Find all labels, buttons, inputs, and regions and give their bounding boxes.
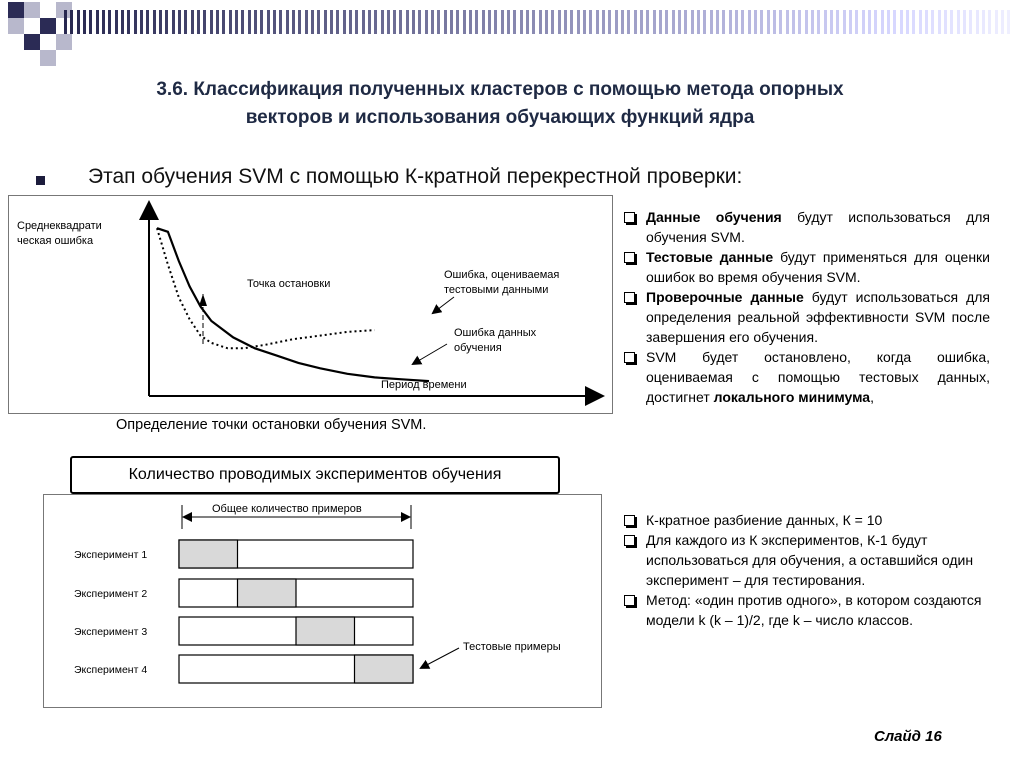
stripe-bar — [108, 10, 111, 34]
stripe-bar — [178, 10, 181, 34]
stripe-bar — [317, 10, 320, 34]
stripe-bar — [824, 10, 827, 34]
stripe-bar — [602, 10, 605, 34]
stripe-bar — [716, 10, 719, 34]
stripe-bar — [798, 10, 801, 34]
stripe-bar — [646, 10, 649, 34]
stripe-bar — [830, 10, 833, 34]
stripe-bar — [881, 10, 884, 34]
mosaic-square — [8, 2, 24, 18]
slide-number: Слайд 16 — [874, 728, 942, 745]
stripe-bar — [501, 10, 504, 34]
stripe-bar — [969, 10, 972, 34]
stripe-bar — [450, 10, 453, 34]
stripe-bar — [564, 10, 567, 34]
chart-series — [157, 228, 429, 381]
stripe-bar — [919, 10, 922, 34]
test-examples-label: Тестовые примеры — [463, 641, 561, 653]
x-axis-label: Период времени — [381, 379, 467, 391]
stripe-bar — [982, 10, 985, 34]
stripe-bar — [336, 10, 339, 34]
mosaic-square — [8, 18, 24, 34]
stripe-bar — [184, 10, 187, 34]
stripe-bar — [115, 10, 118, 34]
stripe-bar — [868, 10, 871, 34]
item-bold-term: Проверочные данные — [646, 289, 804, 305]
stripe-bar — [165, 10, 168, 34]
item-text: SVM будет остановлено, когда ошибка, оцениваемая с помощью тестовых данных, достигнет — [646, 349, 990, 405]
stripe-bar — [387, 10, 390, 34]
stripe-bar — [235, 10, 238, 34]
stripe-bar — [273, 10, 276, 34]
stripe-bar — [305, 10, 308, 34]
stripe-bar — [456, 10, 459, 34]
train-error-label-line-1: Ошибка данных — [454, 327, 537, 339]
stripe-bar — [140, 10, 143, 34]
stripe-bar — [153, 10, 156, 34]
stripe-bar — [640, 10, 643, 34]
kfold-note-item — [622, 530, 998, 590]
experiment-label: Эксперимент 4 — [74, 664, 148, 676]
test-error-label-line-1: Ошибка, оцениваемая — [444, 269, 560, 281]
stripe-bar — [722, 10, 725, 34]
checkbox-bullet-icon — [624, 595, 635, 606]
stripe-bar — [874, 10, 877, 34]
stripe-bar — [241, 10, 244, 34]
stripe-bar — [741, 10, 744, 34]
checkbox-bullet-icon — [624, 292, 635, 303]
title-line-2: векторов и использования обучающих функций ядра — [245, 107, 755, 128]
stripe-bar — [488, 10, 491, 34]
stripe-bar — [70, 10, 73, 34]
checkbox-bullet-icon — [624, 252, 635, 263]
chart-caption: Определение точки остановки обучения SVM. — [116, 417, 427, 433]
stripe-bar — [684, 10, 687, 34]
stripe-bar — [475, 10, 478, 34]
main-bullet-text: Этап обучения SVM с помощью К-кратной перекрестной проверки: — [88, 165, 743, 188]
item-text: будут применяться для оценки ошибок во время обучения SVM. — [646, 249, 990, 285]
kfold-notes-list — [622, 510, 998, 630]
item-text: К-кратное разбиение данных, К = 10 — [646, 512, 883, 528]
stripe-bar — [735, 10, 738, 34]
stripe-bar — [197, 10, 200, 34]
stripe-bar — [931, 10, 934, 34]
stripe-bar — [570, 10, 573, 34]
stripe-bar — [343, 10, 346, 34]
stripe-bar — [406, 10, 409, 34]
experiments-heading-box: Количество проводимых экспериментов обучения — [70, 456, 560, 494]
checkbox-bullet-icon — [624, 352, 635, 363]
item-text: будут использоваться для определения реальной эффективности SVM после завершения его обучения. — [646, 289, 990, 345]
y-axis-label-line-2: ческая ошибка — [17, 235, 94, 247]
stripe-bar — [368, 10, 371, 34]
stripe-bar — [159, 10, 162, 34]
stripe-bar — [703, 10, 706, 34]
stripe-bar — [995, 10, 998, 34]
train-error-arrow — [413, 344, 447, 364]
stripe-bar — [944, 10, 947, 34]
stripe-bar — [893, 10, 896, 34]
stripe-bar — [849, 10, 852, 34]
stripe-bar — [976, 10, 979, 34]
stripe-bar — [349, 10, 352, 34]
stripe-bar — [843, 10, 846, 34]
stripe-bar — [260, 10, 263, 34]
stripe-bar — [653, 10, 656, 34]
stripe-bar — [817, 10, 820, 34]
stripe-bar — [754, 10, 757, 34]
stripe-bar — [418, 10, 421, 34]
stripe-bar — [792, 10, 795, 34]
stripe-bar — [83, 10, 86, 34]
stripe-bar — [1001, 10, 1004, 34]
stripe-bar — [729, 10, 732, 34]
stripe-bar — [862, 10, 865, 34]
data-roles-list — [622, 207, 990, 407]
stripe-bar — [216, 10, 219, 34]
stripe-bar — [615, 10, 618, 34]
stripe-bar — [279, 10, 282, 34]
stripe-bar — [267, 10, 270, 34]
stripe-bar — [482, 10, 485, 34]
experiment-rows — [74, 540, 413, 683]
experiment-label: Эксперимент 1 — [74, 549, 148, 561]
stripe-bar — [539, 10, 542, 34]
stripe-bar — [210, 10, 213, 34]
stripe-bar — [748, 10, 751, 34]
stripe-bar — [292, 10, 295, 34]
decorative-stripe — [64, 10, 1014, 34]
total-examples-label: Общее количество примеров — [212, 503, 362, 515]
stripe-bar — [393, 10, 396, 34]
checkbox-bullet-icon — [624, 515, 635, 526]
train-error-label-line-2: обучения — [454, 342, 502, 354]
stripe-bar — [786, 10, 789, 34]
train-error-line — [157, 228, 429, 381]
test-segment — [355, 655, 414, 683]
stripe-bar — [697, 10, 700, 34]
mosaic-square — [24, 34, 40, 50]
stripe-bar — [665, 10, 668, 34]
stripe-bar — [691, 10, 694, 34]
stripe-bar — [1007, 10, 1010, 34]
item-text: Для каждого из К экспериментов, К-1 будут использоваться для обучения, а оставшийся один эксперимент – для тестирования. — [646, 532, 974, 588]
stripe-bar — [374, 10, 377, 34]
item-text: будут использоваться для обучения SVM. — [646, 209, 991, 245]
test-segment — [238, 579, 297, 607]
stripe-bar — [311, 10, 314, 34]
kfold-note-item — [622, 510, 998, 530]
test-error-label-line-2: тестовыми данными — [444, 284, 549, 296]
stripe-bar — [222, 10, 225, 34]
stripe-bar — [513, 10, 516, 34]
stripe-bar — [963, 10, 966, 34]
stripe-bar — [760, 10, 763, 34]
stripe-bar — [507, 10, 510, 34]
stripe-bar — [399, 10, 402, 34]
stripe-bar — [330, 10, 333, 34]
stripe-bar — [96, 10, 99, 34]
y-axis-label-line-1: Среднеквадрати — [17, 220, 102, 232]
experiment-label: Эксперимент 3 — [74, 626, 148, 638]
stripe-bar — [412, 10, 415, 34]
stripe-bar — [248, 10, 251, 34]
stripe-bar — [887, 10, 890, 34]
stripe-bar — [659, 10, 662, 34]
data-role-item — [622, 287, 990, 347]
stripe-bar — [836, 10, 839, 34]
data-role-item — [622, 207, 990, 247]
stripe-bar — [146, 10, 149, 34]
stripe-bar — [286, 10, 289, 34]
mosaic-square — [56, 34, 72, 50]
item-text: Метод: «один против одного», в котором создаются модели k (k – 1)/2, где k – число классов. — [646, 592, 982, 628]
stripe-bar — [634, 10, 637, 34]
test-segment — [179, 540, 238, 568]
stripe-bar — [957, 10, 960, 34]
test-error-arrow — [433, 297, 454, 313]
stripe-bar — [912, 10, 915, 34]
stripe-bar — [596, 10, 599, 34]
data-role-item — [622, 247, 990, 287]
stripe-bar — [381, 10, 384, 34]
stripe-bar — [906, 10, 909, 34]
stripe-bar — [437, 10, 440, 34]
stripe-bar — [558, 10, 561, 34]
stripe-bar — [551, 10, 554, 34]
title-line-1: 3.6. Классификация полученных кластеров с помощью метода опорных — [156, 79, 844, 100]
stripe-bar — [355, 10, 358, 34]
stripe-bar — [89, 10, 92, 34]
stripe-bar — [191, 10, 194, 34]
mosaic-square — [24, 2, 40, 18]
stripe-bar — [520, 10, 523, 34]
stripe-bar — [583, 10, 586, 34]
stop-point-chart — [8, 195, 613, 414]
checkbox-bullet-icon — [624, 212, 635, 223]
stripe-bar — [950, 10, 953, 34]
stop-point-label: Точка остановки — [247, 278, 331, 290]
item-bold-term: локального минимума — [713, 389, 871, 405]
stripe-bar — [494, 10, 497, 34]
stripe-bar — [988, 10, 991, 34]
stripe-bar — [577, 10, 580, 34]
square-bullet-icon — [36, 176, 45, 185]
stripe-bar — [64, 10, 67, 34]
stripe-bar — [779, 10, 782, 34]
test-segment — [296, 617, 355, 645]
kfold-note-item — [622, 590, 998, 630]
data-role-item — [622, 347, 990, 407]
stripe-bar — [545, 10, 548, 34]
stripe-bar — [805, 10, 808, 34]
checkbox-bullet-icon — [624, 535, 635, 546]
stop-point-arrowhead — [199, 294, 207, 306]
stripe-bar — [773, 10, 776, 34]
stripe-bar — [102, 10, 105, 34]
stripe-bar — [672, 10, 675, 34]
experiment-label: Эксперимент 2 — [74, 588, 148, 600]
item-bold-term: Данные обучения — [646, 209, 782, 225]
stripe-bar — [811, 10, 814, 34]
stripe-bar — [678, 10, 681, 34]
stripe-bar — [627, 10, 630, 34]
stripe-bar — [900, 10, 903, 34]
mosaic-square — [40, 18, 56, 34]
stripe-bar — [925, 10, 928, 34]
stripe-bar — [172, 10, 175, 34]
stripe-bar — [532, 10, 535, 34]
stop-point-chart-svg — [9, 196, 612, 413]
stripe-bar — [608, 10, 611, 34]
test-examples-arrow — [421, 648, 459, 668]
stripe-bar — [134, 10, 137, 34]
stripe-bar — [444, 10, 447, 34]
stripe-bar — [855, 10, 858, 34]
stripe-bar — [362, 10, 365, 34]
slide-title — [60, 76, 940, 132]
stripe-bar — [710, 10, 713, 34]
stripe-bar — [589, 10, 592, 34]
stripe-bar — [203, 10, 206, 34]
stripe-bar — [298, 10, 301, 34]
stripe-bar — [938, 10, 941, 34]
kfold-diagram-svg — [44, 495, 601, 707]
stripe-bar — [526, 10, 529, 34]
stripe-bar — [254, 10, 257, 34]
stripe-bar — [121, 10, 124, 34]
stripe-bar — [767, 10, 770, 34]
stripe-bar — [324, 10, 327, 34]
kfold-diagram — [43, 494, 602, 708]
stripe-bar — [77, 10, 80, 34]
mosaic-square — [40, 50, 56, 66]
item-bold-term: Тестовые данные — [646, 249, 774, 265]
item-text: , — [870, 389, 874, 405]
stripe-bar — [431, 10, 434, 34]
stripe-bar — [469, 10, 472, 34]
stripe-bar — [425, 10, 428, 34]
stripe-bar — [621, 10, 624, 34]
stripe-bar — [463, 10, 466, 34]
stripe-bar — [229, 10, 232, 34]
stripe-bar — [127, 10, 130, 34]
